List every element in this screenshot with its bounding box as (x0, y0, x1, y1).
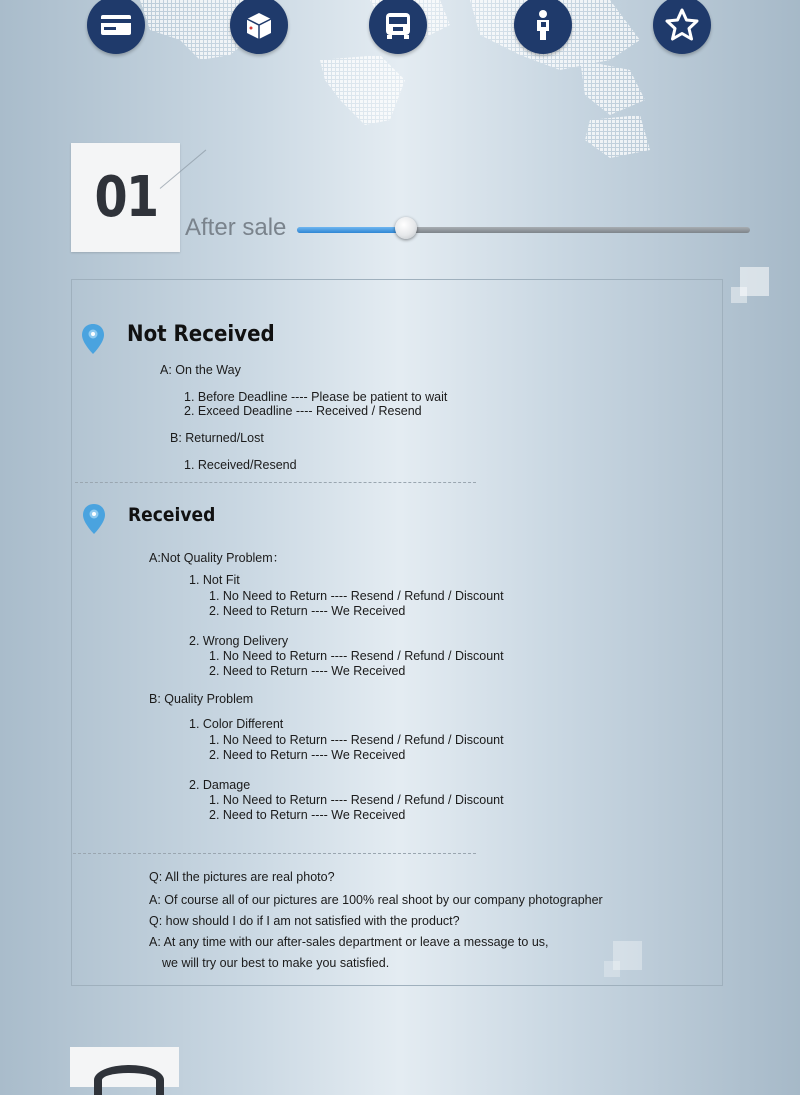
list-item: 1. No Need to Return ---- Resend / Refund / Discount (209, 733, 504, 747)
not-quality-problem-label: A:Not Quality Problem： (149, 551, 286, 565)
decorative-square (731, 287, 747, 303)
list-item: 1. Received/Resend (184, 458, 297, 472)
location-pin-icon (82, 503, 106, 535)
returned-lost-label: B: Returned/Lost (170, 431, 264, 445)
dashed-divider (75, 482, 476, 483)
section-title: After sale (185, 214, 287, 241)
faq-line: Q: how should I do if I am not satisfied with the product? (149, 914, 460, 928)
group-title: 2. Wrong Delivery (189, 634, 289, 648)
slider-knob[interactable] (395, 217, 417, 239)
list-item: 2. Need to Return ---- We Received (209, 808, 406, 822)
progress-slider[interactable] (297, 227, 750, 233)
on-the-way-label: A: On the Way (160, 363, 241, 377)
faq-line: we will try our best to make you satisfied. (162, 956, 390, 970)
list-item: 1. Before Deadline ---- Please be patient to wait (184, 390, 448, 404)
list-item: 1. No Need to Return ---- Resend / Refund / Discount (209, 649, 504, 663)
decorative-square (604, 961, 620, 977)
list-item: 1. No Need to Return ---- Resend / Refund / Discount (209, 589, 504, 603)
faq-line: A: Of course all of our pictures are 100% real shoot by our company photographer (149, 893, 603, 907)
faq-line: A: At any time with our after-sales department or leave a message to us, (149, 935, 549, 949)
list-item: 1. No Need to Return ---- Resend / Refund / Discount (209, 793, 504, 807)
section-number-box (71, 143, 180, 252)
heading-received: Received (128, 504, 216, 526)
slider-fill (297, 227, 406, 233)
dashed-divider (73, 853, 476, 854)
heading-not-received: Not Received (127, 322, 275, 347)
list-item: 2. Need to Return ---- We Received (209, 748, 406, 762)
list-item: 2. Exceed Deadline ---- Received / Resend (184, 404, 422, 418)
location-pin-icon (81, 323, 105, 355)
group-title: 1. Not Fit (189, 573, 240, 587)
group-title: 1. Color Different (189, 717, 284, 731)
credit-card-icon (87, 0, 145, 54)
section-number: 01 (94, 165, 157, 230)
group-title: 2. Damage (189, 778, 251, 792)
quality-problem-label: B: Quality Problem (149, 692, 254, 706)
list-item: 2. Need to Return ---- We Received (209, 604, 406, 618)
star-icon (653, 0, 711, 54)
next-section-number-box (70, 1047, 179, 1087)
faq-line: Q: All the pictures are real photo? (149, 870, 335, 884)
list-item: 2. Need to Return ---- We Received (209, 664, 406, 678)
